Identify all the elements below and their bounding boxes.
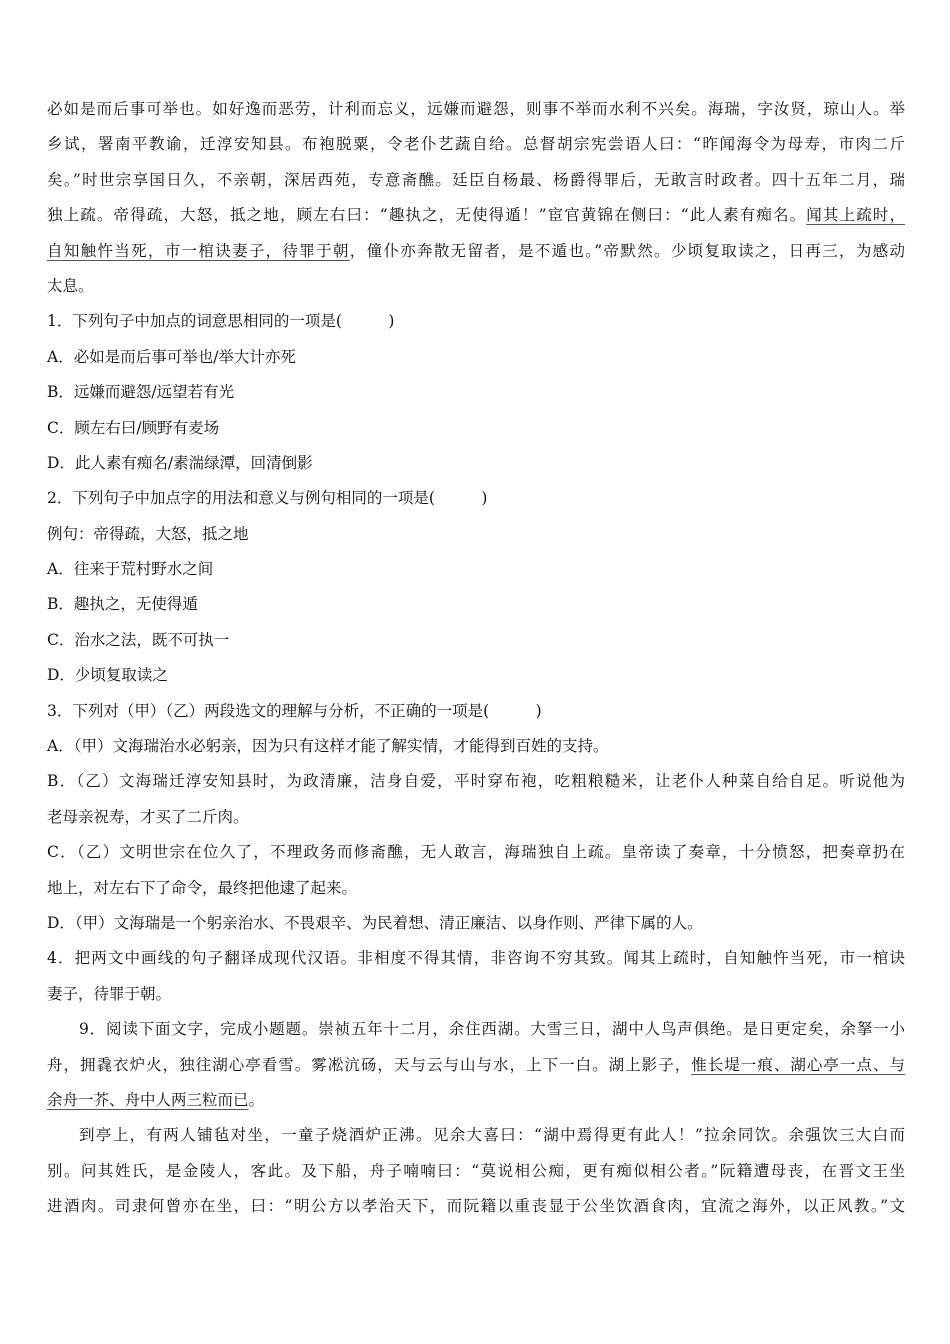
text-line [47,163,905,198]
text-segment: A．（甲）文海瑞治水必躬亲，因为只有这样才能了解实情，才能得到百姓的支持。 [47,737,609,756]
text-segment: D．此人素有痴名/素湍绿潭，回清倒影 [47,453,313,472]
text-segment: B．远嫌而避怨/远望若有光 [47,383,235,402]
text-line [47,1012,905,1047]
text-segment: 到亭上，有两人铺毡对坐，一童子烧酒炉正沸。见余大喜曰：“湖中焉得更有此人！”拉余同饮。余强饮三大白而 [79,1126,905,1145]
text-line [47,1154,905,1189]
text-segment: 别。问其姓氏，是金陵人，客此。及下船，舟子喃喃曰：“莫说相公痴，更有痴似相公者。”阮籍遭母丧，在晋文王坐 [47,1161,905,1180]
underlined-sentence: 自知触忤当死，市一棺诀妻子，待罪于朝 [47,241,350,260]
text-segment: B．趣执之，无使得遁 [47,595,198,614]
text-line [47,234,905,269]
text-segment: ，僮仆亦奔散无留者，是不遁也。”帝默然。少顷复取读之，日再三，为感动 [349,241,905,260]
text-line [47,269,905,304]
underlined-sentence: 闻其上疏时， [806,206,905,225]
text-line [47,1083,905,1118]
text-segment: A．必如是而后事可举也/举大计亦死 [47,347,296,366]
text-line [47,906,905,941]
text-segment: 老母亲祝寿，才买了二斤肉。 [47,807,249,826]
text-line [47,1118,905,1153]
text-line [47,340,905,375]
text-line [47,92,905,127]
text-segment: 舟，拥毳衣炉火，独往湖心亭看雪。雾凇沆砀，天与云与山与水，上下一白。湖上影子， [47,1055,692,1074]
text-line [47,658,905,693]
text-segment: D．少顷复取读之 [47,666,168,685]
text-segment: C．顾左右曰/顾野有麦场 [47,418,220,437]
text-line [47,941,905,976]
text-line [47,977,905,1012]
text-segment: 进酒肉。司隶何曾亦在坐，曰：“明公方以孝治天下，而阮籍以重丧显于公坐饮酒食肉，宜流之海外，以正风教。”文 [47,1197,905,1216]
text-line [47,127,905,162]
text-line [47,198,905,233]
text-line [47,835,905,870]
text-segment: A．往来于荒村野水之间 [47,560,214,579]
text-segment: C．（乙）文明世宗在位久了，不理政务而修斋醮，无人敢言，海瑞独自上疏。皇帝读了奏章，十分愤怒，把奏章扔在 [47,843,905,862]
text-line [47,800,905,835]
underlined-sentence: 惟长堤一痕、湖心亭一点、与 [691,1055,905,1074]
text-line [47,304,905,339]
text-segment: 。 [248,1090,265,1109]
text-segment: 必如是而后事可举也。如好逸而恶劳，计利而忘义，远嫌而避怨，则事不举而水利不兴矣。海瑞，字汝贤，琼山人。举 [47,100,905,118]
text-segment: 2．下列句子中加点字的用法和意义与例句相同的一项是( ) [47,489,488,508]
text-segment: 独上疏。帝得疏，大怒，抵之地，顾左右曰：“趣执之，无使得遁！”宦官黄锦在侧曰：“此人素有痴名。 [47,206,807,225]
text-segment: 乡试，署南平教谕，迁淳安知县。布袍脱粟，令老仆艺蔬自给。总督胡宗宪尝语人曰：“昨闻海令为母寿，市肉二斤 [47,135,905,154]
text-segment: 4．把两文中画线的句子翻译成现代汉语。非相度不得其情，非咨询不穷其致。闻其上疏时，自知触忤当死，市一棺诀 [47,949,905,968]
text-line [47,517,905,552]
text-segment: 地上，对左右下了命令，最终把他逮了起来。 [47,878,358,897]
text-line [47,481,905,516]
text-line [47,729,905,764]
text-line [47,375,905,410]
text-line [47,871,905,906]
text-segment: 妻子，待罪于朝。 [47,984,172,1003]
text-line [47,552,905,587]
text-line [47,764,905,799]
document-page [47,92,905,1225]
text-segment: 太息。 [47,276,94,295]
text-segment: 例句：帝得疏，大怒，抵之地 [47,524,249,543]
text-line [47,587,905,622]
text-line [47,411,905,446]
text-line [47,694,905,729]
text-segment: B．（乙）文海瑞迁淳安知县时，为政清廉，洁身自爱，平时穿布袍，吃粗粮糙米，让老仆人种菜自给自足。听说他为 [47,772,905,791]
text-line [47,623,905,658]
text-segment: 9．阅读下面文字，完成小题题。崇祯五年十二月，余住西湖。大雪三日，湖中人鸟声俱绝。是日更定矣，余拏一小 [79,1020,905,1039]
text-segment: 3．下列对（甲）（乙）两段选文的理解与分析，不正确的一项是( ) [47,701,542,720]
text-line [47,1048,905,1083]
text-segment: D．（甲）文海瑞是一个躬亲治水、不畏艰辛、为民着想、清正廉洁、以身作则、严律下属的人。 [47,913,703,932]
text-line [47,446,905,481]
text-line [47,1189,905,1224]
text-segment: C．治水之法，既不可执一 [47,630,230,649]
underlined-sentence: 余舟一芥、舟中人两三粒而已 [47,1090,249,1109]
text-segment: 1．下列句子中加点的词意思相同的一项是( ) [47,312,395,331]
text-segment: 矣。”时世宗享国日久，不亲朝，深居西苑，专意斋醮。廷臣自杨最、杨爵得罪后，无敢言时政者。四十五年二月，瑞 [47,170,905,189]
